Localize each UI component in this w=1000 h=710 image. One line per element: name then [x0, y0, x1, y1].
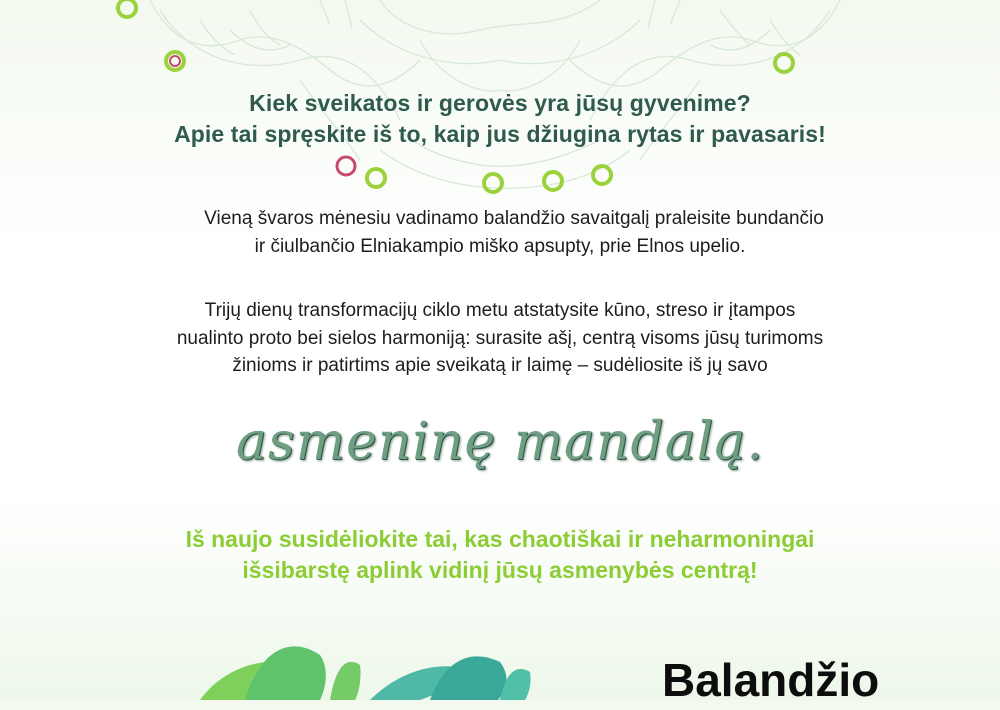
paragraph-1-line-2: ir čiulbančio Elniakampio miško apsupty, prie Elnos upelio. [254, 235, 746, 257]
paragraph-1-line-1: Vieną švaros mėnesiu vadinamo balandžio savaitgalį praleisite bundančio [204, 208, 824, 229]
headline-line-2: Apie tai spręskite iš to, kaip jus džiugina rytas ir pavasaris! [174, 121, 826, 147]
paragraph-1 [0, 205, 1000, 260]
paragraph-2-line-1: Trijų dienų transformacijų ciklo metu atstatysite kūno, streso ir įtampos [204, 300, 796, 321]
paragraph-2-line-3: žinioms ir patirtims apie sveikatą ir laimę – sudėliosite iš jų savo [232, 355, 768, 376]
green-call-to-action [0, 524, 1000, 586]
bottom-title: Balandžio [662, 654, 880, 706]
paragraph-2-line-2: nualinto proto bei sielos harmoniją: surasite ašį, centrą visoms jūsų turimoms [176, 327, 824, 349]
green-call-line-2: išsibarstę aplink vidinį jūsų asmenybės centrą! [242, 557, 758, 583]
headline-line-1: Kiek sveikatos ir gerovės yra jūsų gyvenime? [249, 90, 751, 116]
green-call-line-1: Iš naujo susidėliokite tai, kas chaotiškai ir neharmoningai [185, 526, 815, 552]
paragraph-2 [0, 297, 1000, 380]
mandala-word: asmeninę mandalą. [236, 412, 764, 472]
lotus-petals [200, 646, 531, 700]
headline [0, 88, 1000, 150]
